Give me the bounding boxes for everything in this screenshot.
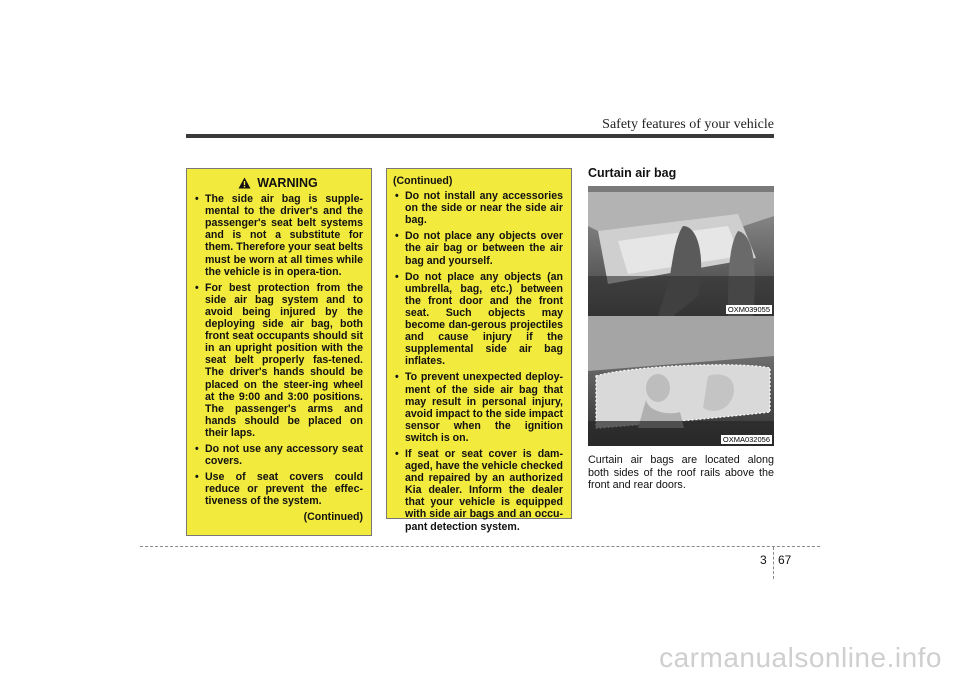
list-item: • Do not place any objects over the air bag or between the air bag and yourself. — [393, 230, 563, 266]
warning-box-continued — [386, 168, 572, 533]
list-item: • Do not install any accessories on the side or near the side air bag. — [393, 190, 563, 226]
warning-heading — [193, 177, 363, 189]
footer-rule — [140, 546, 820, 547]
continued-label: (Continued) — [303, 511, 363, 524]
list-item: • Use of seat covers could reduce or prevent the effec-tiveness of the system. — [193, 471, 363, 507]
list-item: • To prevent unexpected deploy-ment of the side air bag that may result in personal injury, avoid impact to the side impact sensor when the ignition switch is on. — [393, 371, 563, 444]
curtain-airbag-photo-deployed — [588, 316, 774, 446]
page-number: 67 — [778, 553, 792, 567]
section-heading: Curtain air bag — [588, 166, 677, 180]
list-item: • If seat or seat cover is dam-aged, have the vehicle checked and repaired by an authorized Kia dealer. Inform the dealer that your vehicle is equipped with side air bags and an occu-pant detection system. — [393, 448, 563, 533]
warning-list — [193, 193, 363, 507]
warning-heading-label: WARNING — [257, 176, 318, 190]
photo-code: OXMA032056 — [722, 435, 770, 444]
curtain-airbag-photo-interior — [588, 186, 774, 316]
continued-label: (Continued) — [393, 175, 453, 187]
warning-list — [393, 190, 563, 533]
warning-box — [186, 168, 372, 536]
photo-code: OXM039055 — [727, 305, 770, 314]
page-header-title: Safety features of your vehicle — [602, 117, 774, 132]
header-rule — [186, 134, 774, 138]
list-item: • Do not use any accessory seat covers. — [193, 443, 363, 467]
watermark: carmanualsonline.info — [659, 642, 942, 673]
list-item: • Do not place any objects (an umbrella, bag, etc.) between the front door and the front seat. Such objects may become dan-gerous projectiles and cause injury if the supplemental side air bag inflates. — [393, 271, 563, 368]
list-item: • For best protection from the side air bag system and to avoid being injured by the deploying side air bag, both front seat occupants should sit in an upright position with the seat belt properly fas-tened. The driver's hands should be placed on the steer-ing wheel at the 9:00 and 3:00 positions. The passenger's arms and hands should be placed on their laps. — [193, 282, 363, 439]
page-number-divider — [773, 547, 774, 579]
chapter-number: 3 — [760, 553, 767, 567]
warning-triangle-icon — [238, 177, 251, 189]
curtain-body-text: Curtain air bags are located along both sides of the roof rails above the front and rear doors. — [588, 454, 774, 492]
list-item: • The side air bag is supple-mental to the driver's and the passenger's seat belt systems and is not a substitute for them. Therefore your seat belts must be worn at all times while the vehicle is in opera-tion. — [193, 193, 363, 278]
